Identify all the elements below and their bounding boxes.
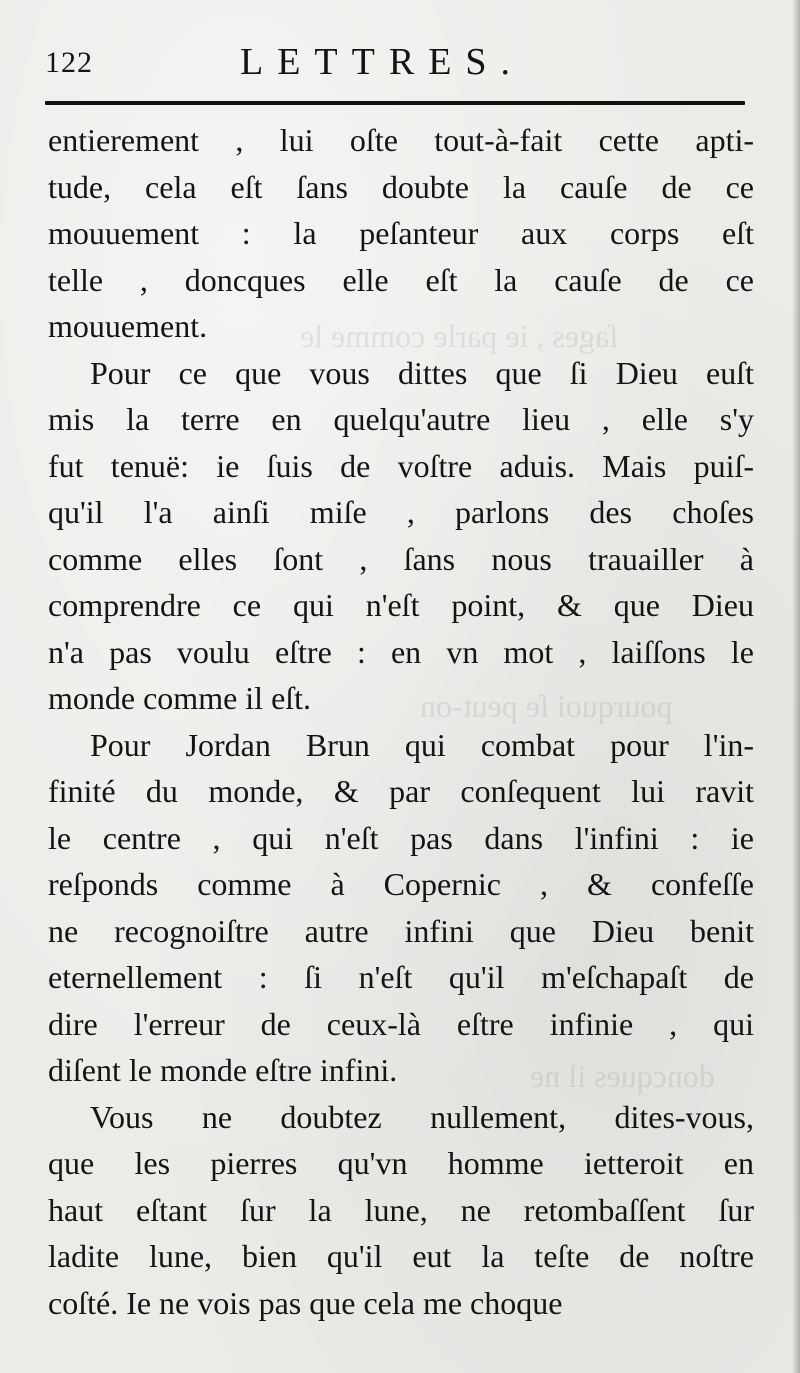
text-line: comprendre ce qui n'eſt point, & que Dieu: [48, 587, 754, 623]
text-line: n'a pas voulu eſtre : en vn mot , laiſſons le: [48, 633, 754, 670]
text-line: comme elles ſont , ſans nous trauailler à: [48, 540, 754, 577]
text-line: reſponds comme à Copernic , & confeſſe: [48, 866, 754, 902]
text-line: telle , doncques elle eſt la cauſe de ce: [48, 261, 754, 298]
bleed-through-text: doncques il ne: [530, 1058, 715, 1094]
bleed-through-text: pourquoi ſe peut-on: [420, 688, 673, 724]
page-edge-shadow: [792, 0, 800, 1373]
paragraph: [48, 722, 754, 1094]
text-line: Pour Jordan Brun qui combat pour l'in-: [90, 726, 754, 763]
text-line: haut eſtant ſur la lune, ne retombaſſent ſur: [48, 1191, 754, 1228]
text-line: finité du monde, & par conſequent lui ravit: [48, 773, 754, 809]
text-line: le centre , qui n'eſt pas dans l'infini : ie: [48, 819, 754, 856]
bleed-through-text: ſages , ie parle comme le: [300, 318, 619, 354]
page-header: [45, 40, 745, 92]
text-line: mouuement : la peſanteur aux corps eſt: [48, 215, 754, 251]
text-line: tude, cela eſt ſans doubte la cauſe de ce: [48, 168, 754, 205]
paragraph: [48, 350, 754, 722]
text-line: qu'il l'a ainſi miſe , parlons des choſes: [48, 494, 754, 530]
text-line: diſent le monde eſtre infini.: [48, 1052, 398, 1088]
text-line: que les pierres qu'vn homme ietteroit en: [48, 1145, 754, 1181]
paragraph: [48, 1094, 754, 1327]
page-number: 122: [45, 46, 93, 79]
text-line: mouuement.: [48, 308, 208, 344]
text-line: ladite lune, bien qu'il eut la teſte de noſtre: [48, 1238, 754, 1274]
paragraph: [48, 117, 754, 350]
text-line: dire l'erreur de ceux-là eſtre infinie , qui: [48, 1005, 754, 1042]
text-line: coſté. Ie ne vois pas que cela me choque: [48, 1284, 563, 1321]
body-text: [48, 117, 754, 1326]
text-line: ne recognoiſtre autre infini que Dieu benit: [48, 912, 754, 949]
text-line: Vous ne doubtez nullement, dites-vous,: [90, 1098, 754, 1135]
text-line: mis la terre en quelqu'autre lieu , elle s'y: [48, 401, 754, 437]
text-line: monde comme il eſt.: [48, 680, 312, 716]
text-line: fut tenuë: ie ſuis de voſtre aduis. Mais puiſ-: [48, 447, 754, 484]
header-rule: [45, 101, 745, 105]
running-title: LETTRES.: [240, 41, 525, 83]
text-line: eternellement : ſi n'eſt qu'il m'eſchapaſt de: [48, 959, 754, 995]
text-line: entierement , lui oſte tout-à-fait cette apti-: [48, 122, 754, 158]
text-line: Pour ce que vous dittes que ſi Dieu euſt: [90, 354, 754, 391]
